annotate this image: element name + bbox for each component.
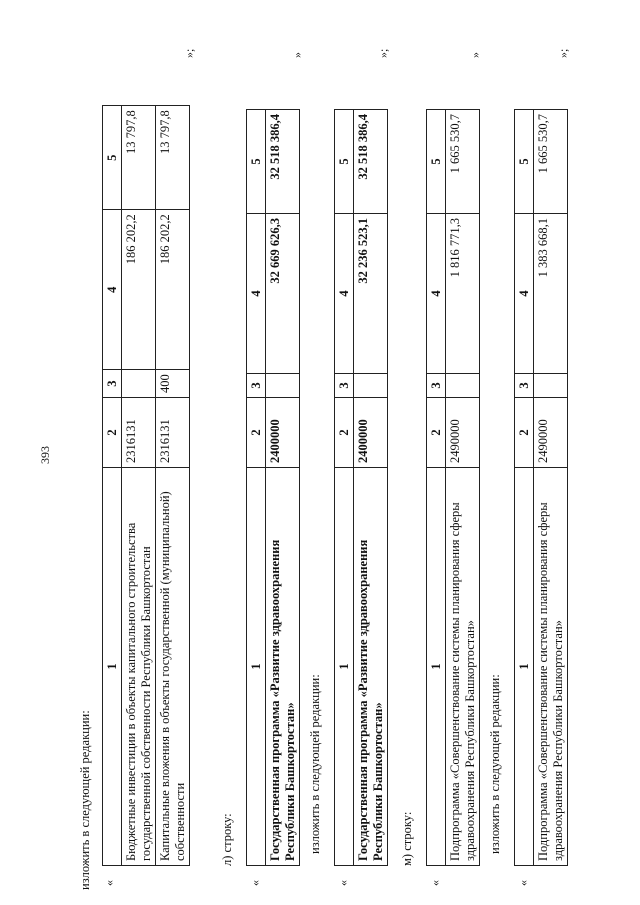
open-quote: « <box>102 880 116 886</box>
close-quote: » <box>468 52 482 58</box>
open-quote: « <box>248 880 262 886</box>
open-quote: « <box>336 880 350 886</box>
close-quote: »; <box>376 48 390 58</box>
lead-text-2: изложить в следующей редакции: <box>308 674 322 854</box>
table-row: Капитальные вложения в объекты государственной (муниципальной) собственности 2316131 400 186 202,2 13 797,8 <box>156 106 190 866</box>
table-row: Государственная программа «Развитие здравоохранения Республики Башкортостан» 2400000 32 669 626,3 32 518 386,4 <box>266 110 300 866</box>
open-quote: « <box>428 880 442 886</box>
table-header-row: 1 2 3 4 5 <box>335 110 354 866</box>
table-5 <box>514 109 568 866</box>
table-header-row: 1 2 3 4 5 <box>247 110 266 866</box>
close-quote: » <box>290 52 304 58</box>
lead-text-1: изложить в следующей редакции: <box>78 710 92 890</box>
close-quote: »; <box>556 48 570 58</box>
table-1 <box>102 105 190 866</box>
table-header-row: 1 2 3 4 5 <box>515 110 534 866</box>
table-header-row: 1 2 3 4 5 <box>427 110 446 866</box>
lead-text-l: л) строку: <box>220 813 234 866</box>
page-number: 393 <box>38 446 52 464</box>
table-4 <box>426 109 480 866</box>
table-row: Подпрограмма «Совершенствование системы планирования сферы здравоохранения Республики Башкортостан» 2490000 1 383 668,1 1 665 530,7 <box>534 110 568 866</box>
close-quote: »; <box>182 48 196 58</box>
table-header-row: 1 2 3 4 5 <box>103 106 122 866</box>
open-quote: « <box>516 880 530 886</box>
table-3 <box>334 109 388 866</box>
lead-text-3: изложить в следующей редакции: <box>488 674 502 854</box>
table-row: Государственная программа «Развитие здравоохранения Республики Башкортостан» 2400000 32 236 523,1 32 518 386,4 <box>354 110 388 866</box>
rotated-page-content <box>70 30 640 890</box>
table-2 <box>246 109 300 866</box>
lead-text-m: м) строку: <box>400 811 414 866</box>
table-row: Подпрограмма «Совершенствование системы планирования сферы здравоохранения Республики Башкортостан» 2490000 1 816 771,3 1 665 530,7 <box>446 110 480 866</box>
table-row: Бюджетные инвестиции в объекты капитального строительства государственной собственности Республики Башкортостан 2316131 186 202,2 13 797,8 <box>122 106 156 866</box>
